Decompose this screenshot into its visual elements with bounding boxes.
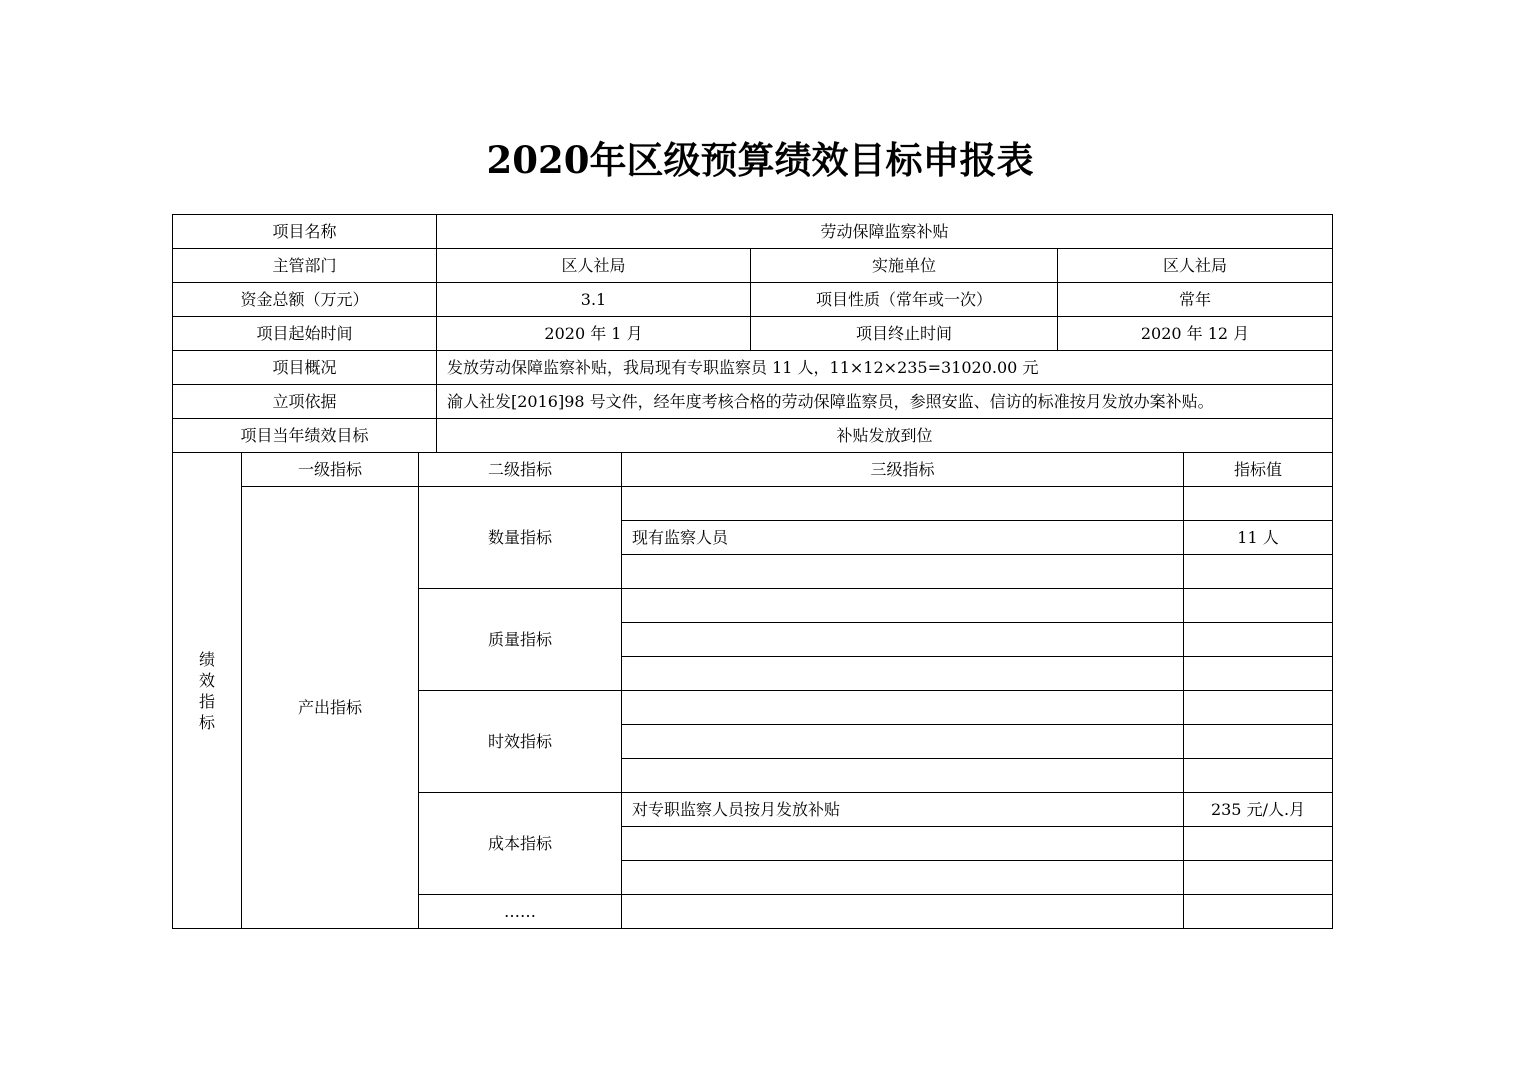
basis-label: 立项依据	[173, 385, 437, 419]
level3-cell: 对专职监察人员按月发放补贴	[622, 793, 1184, 827]
level3-cell	[622, 691, 1184, 725]
section-char: 绩	[198, 649, 215, 669]
impl-value: 区人社局	[1058, 249, 1333, 283]
level2-more: ……	[419, 895, 622, 929]
nature-value: 常年	[1058, 283, 1333, 317]
value-cell	[1184, 487, 1333, 521]
impl-label: 实施单位	[751, 249, 1058, 283]
level3-cell	[622, 759, 1184, 793]
value-cell	[1184, 827, 1333, 861]
level2-quantity: 数量指标	[419, 487, 622, 589]
section-char: 标	[198, 712, 215, 732]
value-cell	[1184, 895, 1333, 929]
project-name-label: 项目名称	[173, 215, 437, 249]
level2-timeliness: 时效指标	[419, 691, 622, 793]
dept-value: 区人社局	[437, 249, 751, 283]
value-cell: 11 人	[1184, 521, 1333, 555]
level3-cell	[622, 589, 1184, 623]
value-cell	[1184, 589, 1333, 623]
dept-label: 主管部门	[173, 249, 437, 283]
overview-label: 项目概况	[173, 351, 437, 385]
level3-cell	[622, 623, 1184, 657]
end-label: 项目终止时间	[751, 317, 1058, 351]
value-cell	[1184, 759, 1333, 793]
level3-cell	[622, 487, 1184, 521]
overview-value: 发放劳动保障监察补贴，我局现有专职监察员 11 人，11×12×235=31020.00 元	[437, 351, 1333, 385]
row-fund	[173, 283, 1333, 317]
goal-label: 项目当年绩效目标	[173, 419, 437, 453]
table-row	[173, 487, 1333, 521]
value-cell	[1184, 861, 1333, 895]
row-indicator-header	[173, 453, 1333, 487]
row-dept	[173, 249, 1333, 283]
row-basis	[173, 385, 1333, 419]
project-name-value: 劳动保障监察补贴	[437, 215, 1333, 249]
col-level3-header: 三级指标	[622, 453, 1184, 487]
col-level1-header: 一级指标	[242, 453, 419, 487]
level3-cell	[622, 657, 1184, 691]
col-level2-header: 二级指标	[419, 453, 622, 487]
level3-cell	[622, 725, 1184, 759]
start-value: 2020 年 1 月	[437, 317, 751, 351]
nature-label: 项目性质（常年或一次）	[751, 283, 1058, 317]
fund-label: 资金总额（万元）	[173, 283, 437, 317]
row-goal	[173, 419, 1333, 453]
section-char: 指	[198, 691, 215, 711]
section-char: 效	[198, 670, 215, 690]
level3-cell	[622, 895, 1184, 929]
indicator-section-label	[173, 453, 242, 929]
end-value: 2020 年 12 月	[1058, 317, 1333, 351]
row-period	[173, 317, 1333, 351]
level3-cell	[622, 861, 1184, 895]
value-cell	[1184, 691, 1333, 725]
level3-cell	[622, 555, 1184, 589]
row-overview	[173, 351, 1333, 385]
value-cell	[1184, 623, 1333, 657]
fund-value: 3.1	[437, 283, 751, 317]
basis-value: 渝人社发[2016]98 号文件，经年度考核合格的劳动保障监察员，参照安监、信访的标准按月发放办案补贴。	[437, 385, 1333, 419]
value-cell	[1184, 555, 1333, 589]
page-title: 2020年区级预算绩效目标申报表	[486, 138, 1034, 182]
row-project-name	[173, 215, 1333, 249]
value-cell: 235 元/人.月	[1184, 793, 1333, 827]
level3-cell: 现有监察人员	[622, 521, 1184, 555]
level1-output: 产出指标	[242, 487, 419, 929]
performance-target-table	[172, 214, 1333, 929]
col-value-header: 指标值	[1184, 453, 1333, 487]
start-label: 项目起始时间	[173, 317, 437, 351]
value-cell	[1184, 657, 1333, 691]
level3-cell	[622, 827, 1184, 861]
level2-quality: 质量指标	[419, 589, 622, 691]
goal-value: 补贴发放到位	[437, 419, 1333, 453]
level2-cost: 成本指标	[419, 793, 622, 895]
value-cell	[1184, 725, 1333, 759]
